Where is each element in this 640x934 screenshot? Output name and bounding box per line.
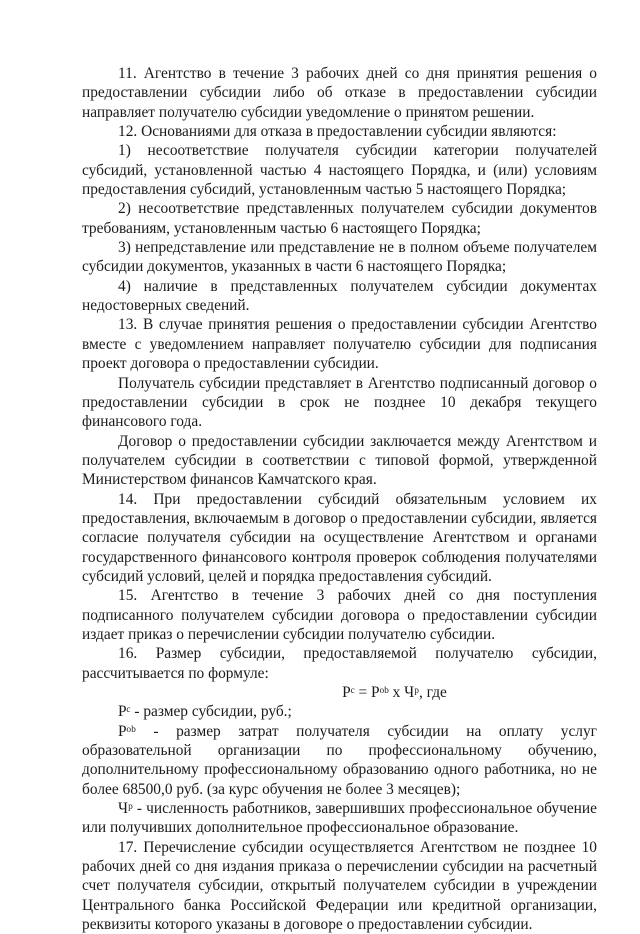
paragraph-13-contract-submission: Получатель субсидии представляет в Агентство подписанный договор о предоставлении субсидии в срок не позднее 10 декабря текущего финансового года. (82, 374, 597, 431)
definition-subsidy-amount: Рᶜ - размер субсидии, руб.; (118, 703, 292, 721)
paragraph-13: 13. В случае принятия решения о предоставлении субсидии Агентство вместе с уведомлением направляет получателю субсидии для подписания проект договора о предоставлении субсидии. (82, 316, 597, 373)
paragraph-15: 15. Агентство в течение 3 рабочих дней со дня поступления подписанного получателем субсидии договора о предоставлении субсидии издает приказ о перечислении субсидии получателю субсидии. (82, 587, 597, 643)
paragraph-17: 17. Перечисление субсидии осуществляется Агентством не позднее 10 рабочих дней со дня издания приказа о перечислении субсидии на расчетный счет получателя субсидии, открытый получателем субсидии в учреждении Центрального банка Российской Федерации или кредитной организации, реквизиты которого указаны в договоре о предоставлении субсидии. (82, 838, 597, 934)
paragraph-14: 14. При предоставлении субсидий обязательным условием их предоставления, включаемым в договор о предоставлении субсидии, является согласие получателя субсидии на осуществление Агентством и органами государственного финансового контроля проверок соблюдения получателями субсидий условий, целей и порядка предоставления субсидий. (82, 490, 597, 585)
definition-employee-count: Чᵖ - численность работников, завершивших профессиональное обучение или получивших дополнительное профессиональное образование. (82, 800, 597, 837)
definition-training-costs: Рᵒᵇ - размер затрат получателя субсидии на оплату услуг образовательной организации по профессиональному обучению, дополнительному профессиональному образованию одного работника, но не более 68500,0 руб. (за курс обучения не более 3 месяцев); (82, 722, 597, 798)
document-body (82, 64, 597, 934)
paragraph-12-item-1: 1) несоответствие получателя субсидии категории получателей субсидий, установленной частью 4 настоящего Порядка, и (или) условиям предоставления субсидий, установленным частью 5 настоящего Порядка; (82, 142, 597, 199)
paragraph-11: 11. Агентство в течение 3 рабочих дней со дня принятия решения о предоставлении субсидии либо об отказе в предоставлении субсидии направляет получателю субсидии уведомление о принятом решении. (82, 65, 597, 121)
paragraph-12-item-4: 4) наличие в представленных получателем субсидии документах недостоверных сведений. (82, 277, 597, 315)
paragraph-12: 12. Основаниями для отказа в предоставлении субсидии являются: (118, 123, 557, 141)
paragraph-12-item-3: 3) непредставление или представление не в полном объеме получателем субсидии документов, указанных в части 6 настоящего Порядка; (82, 239, 597, 276)
paragraph-12-item-2: 2) несоответствие представленных получателем субсидии документов требованиям, установленным частью 6 настоящего Порядка; (82, 200, 597, 237)
paragraph-13-contract-form: Договор о предоставлении субсидии заключается между Агентством и получателем субсидии в соответствии с типовой формой, утвержденной Министерством финансов Камчатского края. (82, 432, 597, 489)
paragraph-16: 16. Размер субсидии, предоставляемой получателю субсидии, рассчитывается по формуле: (82, 645, 597, 682)
subsidy-formula: Рᶜ = Рᵒᵇ х Чᵖ, где (342, 684, 447, 701)
